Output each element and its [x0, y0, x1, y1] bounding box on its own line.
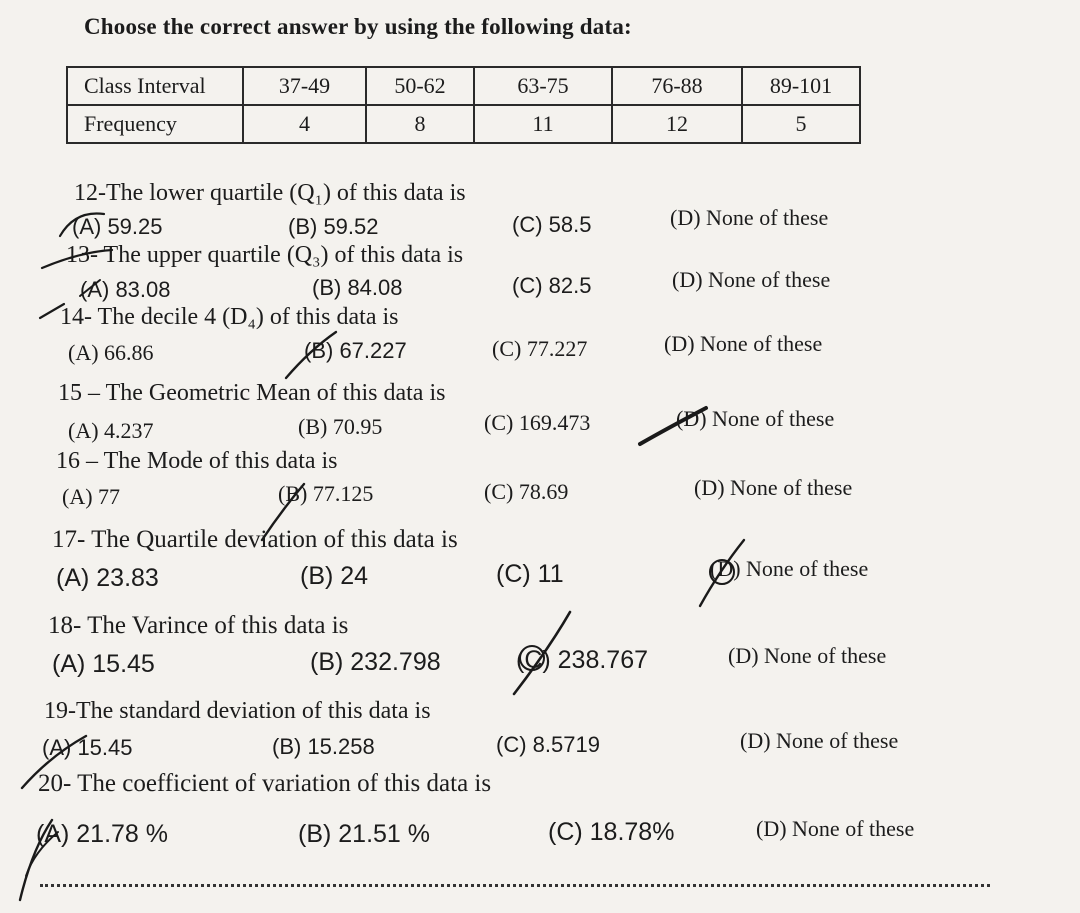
- frequency-cell: 8: [366, 105, 474, 143]
- q20-option-d[interactable]: (D) None of these: [756, 816, 915, 841]
- q14-option-c[interactable]: (C) 77.227: [492, 336, 588, 361]
- q14-option-d[interactable]: (D) None of these: [664, 331, 823, 356]
- q15-option-b[interactable]: (B) 70.95: [298, 414, 383, 439]
- instructions-heading: Choose the correct answer by using the following data:: [84, 14, 632, 39]
- frequency-cell: 5: [742, 105, 860, 143]
- question-20-text: 20- The coefficient of variation of this data is: [38, 770, 492, 797]
- q14-option-a[interactable]: (A) 66.86: [68, 340, 154, 365]
- question-16-text: 16 – The Mode of this data is: [56, 448, 338, 474]
- question-18-text: 18- The Varince of this data is: [48, 612, 349, 639]
- q12-option-d[interactable]: (D) None of these: [670, 205, 829, 230]
- q18-option-d[interactable]: (D) None of these: [728, 643, 887, 668]
- q13-option-d[interactable]: (D) None of these: [672, 267, 831, 292]
- interval-cell: 37-49: [243, 67, 366, 105]
- q16-option-a[interactable]: (A) 77: [62, 484, 121, 509]
- q17-option-b[interactable]: (B) 24: [300, 562, 369, 590]
- q17-option-a[interactable]: (A) 23.83: [56, 564, 159, 592]
- q13-option-a[interactable]: (A) 83.08: [80, 277, 171, 302]
- class-interval-row: [67, 67, 860, 105]
- question-14-text: 14- The decile 4 (D₄) of this data is: [60, 304, 399, 330]
- interval-cell: 89-101: [742, 67, 860, 105]
- q13-option-b[interactable]: (B) 84.08: [312, 275, 403, 300]
- q15-option-d[interactable]: (D) None of these: [676, 406, 835, 431]
- q19-option-d[interactable]: (D) None of these: [740, 728, 899, 753]
- q16-option-c[interactable]: (C) 78.69: [484, 479, 569, 504]
- frequency-cell: 4: [243, 105, 366, 143]
- q20-option-a[interactable]: (A) 21.78 %: [36, 820, 169, 848]
- q12-option-c[interactable]: (C) 58.5: [512, 212, 592, 237]
- q20-option-b[interactable]: (B) 21.51 %: [298, 820, 431, 848]
- q15-option-c[interactable]: (C) 169.473: [484, 410, 591, 435]
- question-12-text: 12-The lower quartile (Q₁) of this data is: [74, 180, 466, 206]
- q12-option-a[interactable]: (A) 59.25: [72, 214, 163, 239]
- question-19-text: 19-The standard deviation of this data is: [44, 698, 431, 724]
- question-17-text: 17- The Quartile deviation of this data is: [52, 526, 458, 553]
- q20-option-c[interactable]: (C) 18.78%: [548, 818, 675, 846]
- q16-option-d[interactable]: (D) None of these: [694, 475, 853, 500]
- q15-option-a[interactable]: (A) 4.237: [68, 418, 154, 443]
- interval-cell: 63-75: [474, 67, 612, 105]
- question-13-text: 13- The upper quartile (Q₃) of this data is: [66, 242, 464, 268]
- q18-option-c[interactable]: (C) 238.767: [516, 646, 649, 674]
- frequency-cell: 11: [474, 105, 612, 143]
- q19-option-b[interactable]: (B) 15.258: [272, 734, 375, 759]
- frequency-row: [67, 105, 860, 143]
- row-label-frequency: Frequency: [67, 105, 243, 143]
- frequency-cell: 12: [612, 105, 742, 143]
- interval-cell: 50-62: [366, 67, 474, 105]
- q17-option-d[interactable]: (D) None of these: [710, 556, 869, 581]
- q18-option-a[interactable]: (A) 15.45: [52, 650, 155, 678]
- question-15-text: 15 – The Geometric Mean of this data is: [58, 380, 446, 406]
- q19-option-a[interactable]: (A) 15.45: [42, 735, 133, 760]
- frequency-table: [66, 66, 861, 144]
- q17-option-c[interactable]: (C) 11: [496, 560, 564, 588]
- q18-option-b[interactable]: (B) 232.798: [310, 648, 441, 676]
- interval-cell: 76-88: [612, 67, 742, 105]
- row-label-class-interval: Class Interval: [67, 67, 243, 105]
- q16-option-b[interactable]: (B) 77.125: [278, 481, 374, 506]
- q19-option-c[interactable]: (C) 8.5719: [496, 732, 600, 757]
- q14-option-b[interactable]: (B) 67.227: [304, 338, 407, 363]
- q12-option-b[interactable]: (B) 59.52: [288, 214, 379, 239]
- q13-option-c[interactable]: (C) 82.5: [512, 273, 592, 298]
- dotted-divider: [40, 884, 990, 887]
